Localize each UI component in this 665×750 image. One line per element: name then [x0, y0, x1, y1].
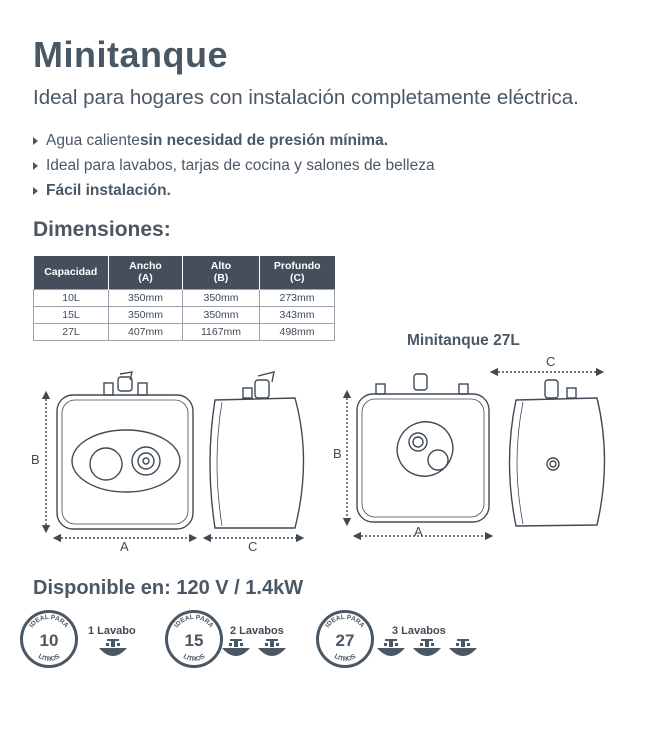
- dimension-label-c: C: [248, 539, 258, 554]
- table-row: [34, 306, 335, 323]
- column-header: Profundo (C): [260, 256, 335, 289]
- column-header: Ancho (A): [109, 256, 183, 289]
- sink-icon: [412, 638, 442, 660]
- table-cell: 273mm: [260, 289, 335, 306]
- feature-item: [33, 153, 435, 178]
- bullet-arrow-icon: [33, 187, 38, 195]
- availability-heading: Disponible en: 120 V / 1.4kW: [33, 577, 304, 599]
- dimension-label-a-27l: A: [414, 524, 423, 539]
- small-tank-front-drawing: [46, 372, 193, 538]
- dimensions-heading: Dimensiones:: [33, 218, 171, 241]
- table-cell: 10L: [34, 289, 109, 306]
- dimension-label-a: A: [120, 539, 129, 554]
- sinks-label: 2 Lavabos: [230, 625, 284, 637]
- bullet-arrow-icon: [33, 162, 38, 170]
- sink-icon: [376, 638, 406, 660]
- feature-item: [33, 128, 435, 153]
- badge-bottom-text: LITROS: [36, 652, 62, 664]
- badge-bottom-text: LITROS: [181, 652, 207, 664]
- dimension-label-c-27l: C: [546, 354, 556, 369]
- diagram-caption-27l: Minitanque 27L: [407, 332, 520, 349]
- feature-list: [33, 128, 435, 203]
- svg-text:IDEAL PARA: [173, 614, 215, 629]
- badge-top-text: IDEAL PARA: [173, 613, 215, 630]
- svg-text:IDEAL PARA: [28, 614, 70, 629]
- feature-item: [33, 178, 435, 203]
- table-row: [34, 289, 335, 306]
- dimension-label-b: B: [31, 452, 40, 467]
- bullet-arrow-icon: [33, 137, 38, 145]
- capacity-badge: [316, 610, 374, 668]
- table-cell: 407mm: [109, 323, 183, 340]
- sinks-icons: [376, 638, 478, 660]
- sinks-label: 3 Lavabos: [392, 625, 446, 637]
- svg-text:LITROS: [333, 653, 358, 663]
- sink-icon: [257, 638, 287, 660]
- table-cell: 350mm: [183, 306, 260, 323]
- table-cell: 350mm: [183, 289, 260, 306]
- table-cell: 1167mm: [183, 323, 260, 340]
- table-cell: 498mm: [260, 323, 335, 340]
- dimensions-table: [33, 256, 335, 341]
- svg-text:LITROS: [37, 653, 62, 663]
- column-header: Alto (B): [183, 256, 260, 289]
- small-tank-side-drawing: [207, 372, 304, 538]
- sink-icon: [221, 638, 251, 660]
- badge-bottom-text: LITROS: [332, 652, 358, 664]
- sinks-icons: [98, 638, 128, 660]
- capacity-liters: 10: [39, 631, 59, 650]
- feature-emphasis: Fácil instalación.: [46, 182, 171, 199]
- capacity-badge: [20, 610, 78, 668]
- sink-icon: [98, 638, 128, 660]
- table-header-row: [34, 256, 335, 289]
- badge-top-text: IDEAL PARA: [28, 613, 70, 630]
- capacity-liters: 27: [335, 631, 355, 650]
- table-row: [34, 323, 335, 340]
- page-title: Minitanque: [33, 34, 228, 75]
- feature-text: Agua caliente: [46, 132, 140, 149]
- column-header: Capacidad: [34, 256, 109, 289]
- svg-text:LITROS: [182, 653, 207, 663]
- svg-text:IDEAL PARA: [324, 614, 366, 629]
- large-tank-side-drawing: [494, 372, 605, 526]
- table-cell: 350mm: [109, 289, 183, 306]
- table-cell: 343mm: [260, 306, 335, 323]
- capacity-liters: 15: [184, 631, 204, 650]
- sinks-icons: [221, 638, 287, 660]
- feature-text: Ideal para lavabos, tarjas de cocina y salones de belleza: [46, 157, 435, 174]
- capacity-badge: [165, 610, 223, 668]
- table-cell: 27L: [34, 323, 109, 340]
- sinks-label: 1 Lavabo: [88, 625, 136, 637]
- table-cell: 15L: [34, 306, 109, 323]
- feature-emphasis: sin necesidad de presión mínima.: [139, 132, 389, 149]
- sink-icon: [448, 638, 478, 660]
- badge-top-text: IDEAL PARA: [324, 613, 366, 630]
- large-tank-front-drawing: [347, 374, 489, 536]
- dimension-label-b-27l: B: [333, 446, 342, 461]
- page-subtitle: Ideal para hogares con instalación completamente eléctrica.: [33, 86, 579, 109]
- table-cell: 350mm: [109, 306, 183, 323]
